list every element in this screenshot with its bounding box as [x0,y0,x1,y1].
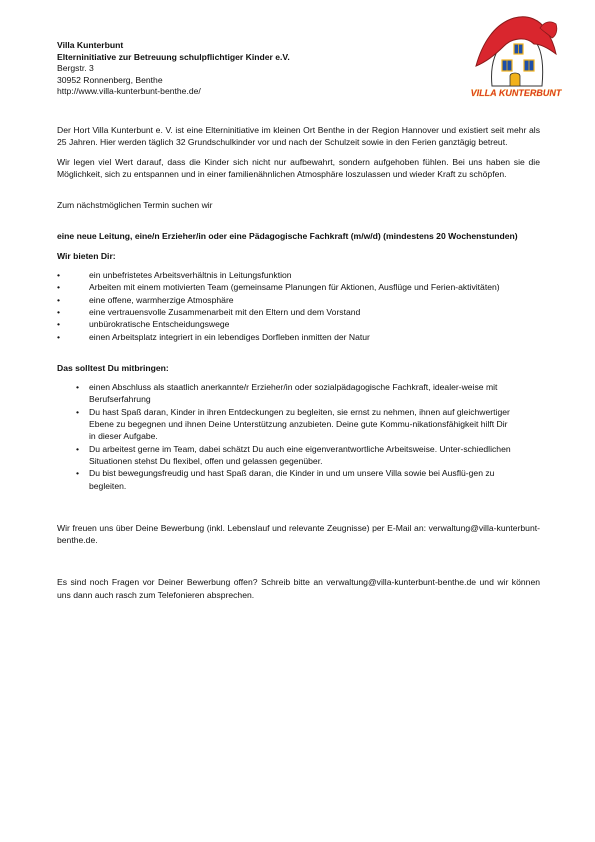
requirements-list [57,381,540,492]
list-item: • einen Arbeitsplatz integriert in ein lebendiges Dorfleben inmitten der Natur [57,331,370,342]
org-name: Villa Kunterbunt [57,40,124,50]
offer-heading: Wir bieten Dir: [57,250,116,261]
list-item: • einen Abschluss als staatlich anerkannte/r Erzieher/in oder sozialpädagogische Fachkraft, idealer-weise mit Berufserfahrung [76,382,498,405]
list-item: • unbürokratische Entscheidungswege [57,319,230,330]
logo-lettering: VILLA KUNTERBUNT [470,88,562,98]
letterhead [57,40,290,98]
list-item: • eine vertrauensvolle Zusammenarbeit mit den Eltern und dem Vorstand [57,306,361,317]
requirements-heading: Das solltest Du mitbringen: [57,362,169,373]
list-item: • Du bist bewegungsfreudig und hast Spaß daran, die Kinder in und um unsere Villa sowie bei Ausflü-gen zu begleiten. [76,468,495,491]
list-item: • Du arbeitest gerne im Team, dabei schätzt Du auch eine eigenverantwortliche Arbeitsweise. Unter-schiedlichen Situationen stehst Du flexibel, offen und gelassen gegenüber. [76,443,511,466]
list-item: • eine offene, warmherzige Atmosphäre [57,294,234,305]
address-street: Bergstr. 3 [57,63,94,74]
search-line: Zum nächstmöglichen Termin suchen wir [57,200,213,211]
list-item: • Du hast Spaß daran, Kinder in ihren Entdeckungen zu begleiten, sie ernst zu nehmen, ihnen auf gleichwertiger Ebene zu begegnen und ihnen Deine Unterstützung anzubieten. Deine gute Kommu-nikationsfähigkeit hilft Dir in dieser Aufgabe. [76,406,510,442]
org-full-name: Elterninitiative zur Betreuung schulpflichtiger Kinder e.V. [57,51,290,62]
questions-paragraph: Es sind noch Fragen vor Deiner Bewerbung offen? Schreib bitte an verwaltung@villa-kunterbunt-benthe.de und wir können uns dann auch rasch zum Telefonieren absprechen. [57,577,540,600]
offer-list [57,269,540,343]
villa-kunterbunt-logo [470,14,562,104]
address-city: 30952 Ronnenberg, Benthe [57,74,163,85]
position-title: eine neue Leitung, eine/n Erzieher/in oder eine Pädagogische Fachkraft (m/w/d) (mindestens 20 Wochenstunden) [57,231,518,242]
intro-paragraph-1: Der Hort Villa Kunterbunt e. V. ist eine Elterninitiative im kleinen Ort Benthe in der Region Hannover und existiert seit mehr als 25 Jahren. Hier werden täglich 32 Grundschulkinder vor und nach der Schulzeit sowie in den Ferien ganztägig betreut. [57,125,540,148]
website-link[interactable]: http://www.villa-kunterbunt-benthe.de/ [57,86,201,97]
list-item: • Arbeiten mit einem motivierten Team (gemeinsame Planungen für Aktionen, Ausflüge und Ferien-aktivitäten) [57,282,500,293]
list-item: • ein unbefristetes Arbeitsverhältnis in Leitungsfunktion [57,270,292,281]
intro-paragraph-2: Wir legen viel Wert darauf, dass die Kinder sich nicht nur aufbewahrt, sondern aufgehoben fühlen. Bei uns haben sie die Möglichkeit, sich zu entspannen und in einer familienähnlichen Atmosphäre loszulassen und wieder Kraft zu schöpfen. [57,156,540,179]
letter-body [57,124,540,601]
closing-paragraph: Wir freuen uns über Deine Bewerbung (inkl. Lebenslauf und relevante Zeugnisse) per E-Mail an: verwaltung@villa-kunterbunt-benthe.de. [57,522,540,546]
